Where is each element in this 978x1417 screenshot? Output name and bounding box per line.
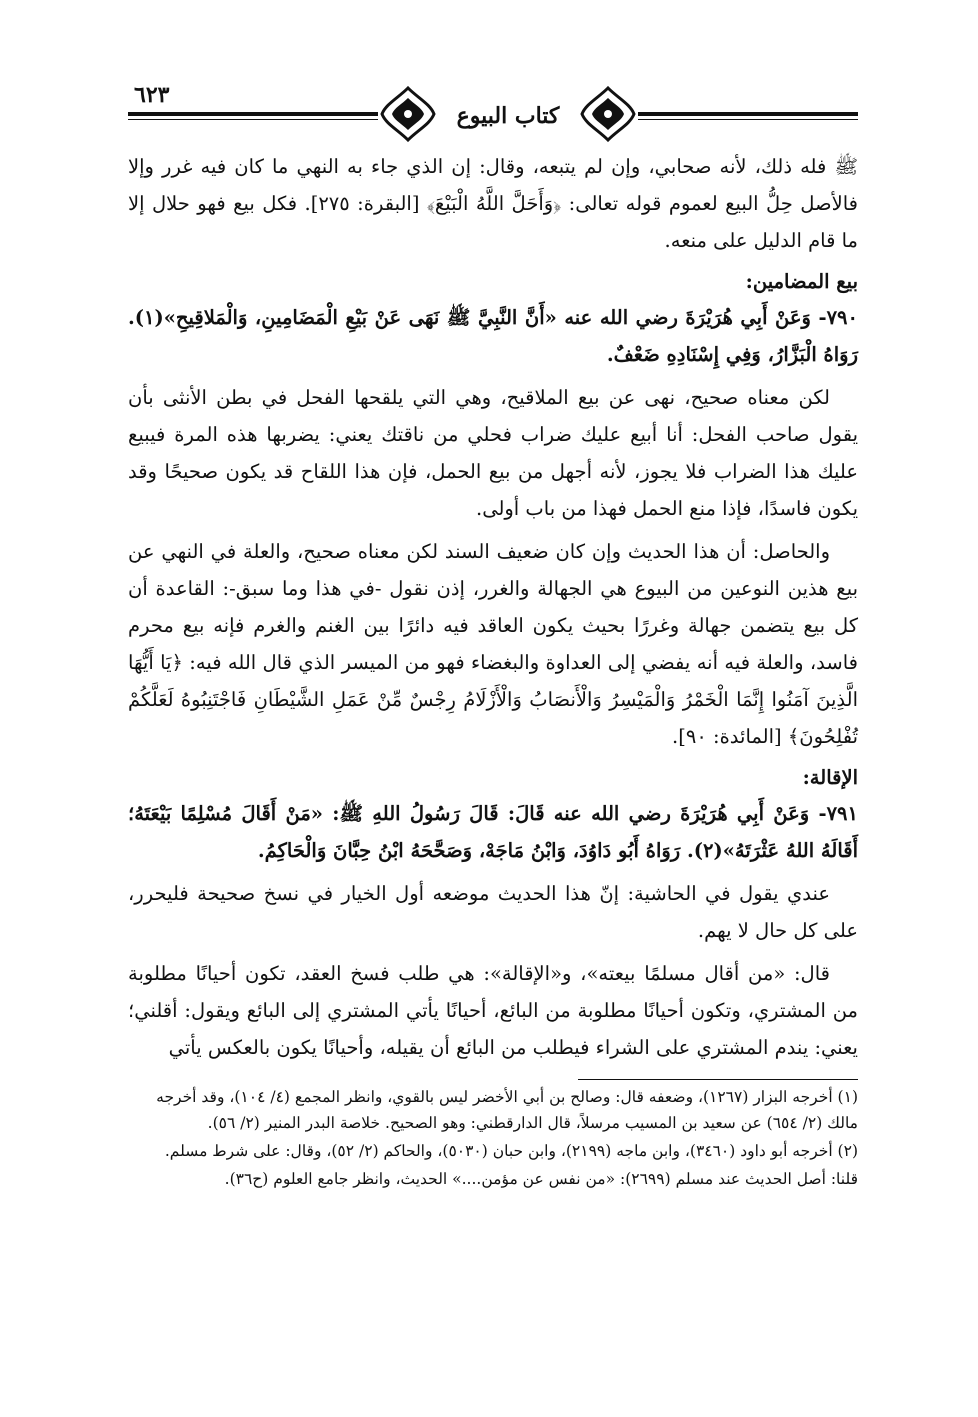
ornament-right-icon [578,84,638,144]
section-heading-iqala: الإقالة: [802,766,858,789]
footnote-1: (١) أخرجه البزار (١٢٦٧)، وضعفه قال: وصالح بن أبي الأخضر ليس بالقوي، وانظر المجمع (٤/ ١٠٤)، وقد أخرجه مالك (٢/ ٦٥٤) عن سعيد بن المسيب مرسلاً، قال الدارقطني: وهو الصحيح. خلاصة البدر المنير (٢/ ٥٦). [156,1088,858,1132]
hadith-791: ٧٩١- وَعَنْ أَبِي هُرَيْرَةَ رضي الله عنه قَالَ: قَالَ رَسُولُ اللهِ ﷺ: «مَنْ أَقَالَ مُسْلِمًا بَيْعَتَهُ؛ أَقَالَهُ اللهُ عَثْرَتَهُ»(٢). رَوَاهُ أَبُو دَاوُدَ، وَابْنُ مَاجَهْ، وَصَحَّحَهُ ابْنُ حِبَّانَ وَالْحَاكِمُ. [128,802,858,862]
paragraph: قال: «من أقال مسلمًا بيعته»، و«الإقالة»: هي طلب فسخ العقد، تكون أحيانًا مطلوبة من المشتري، وتكون أحيانًا مطلوبة من البائع، أحيانًا يأتي المشتري إلى البائع ويقول: أقلني؛ يعني: يندم المشتري على الشراء فيطلب من البائع أن يقيله، وأحيانًا يكون بالعكس يأتي [128,962,858,1059]
footnote-2: (٢) أخرجه أبو داود (٣٤٦٠)، وابن ماجه (٢١٩٩)، وابن حبان (٥٠٣٠)، والحاكم (٢/ ٥٢)، وقال: على شرط مسلم. [164,1142,858,1160]
section-heading-mudamin: بيع المضامين: [745,270,858,293]
paragraph: ﷺ فله ذلك، لأنه صحابي، وإن لم يتبعه، وقال: إن الذي جاء به النهي ما كان فيه غرر وإلا فالأصل حِلُّ البيع لعموم قوله تعالى: ﴿وَأَحَلَّ اللَّهُ الْبَيْعَ﴾ [البقرة: ٢٧٥]. فكل بيع فهو حلال إلا ما قام الدليل على منعه. [128,155,858,252]
footnotes [128,1084,858,1194]
main-text [128,148,858,1072]
page-header [128,82,858,146]
footnote-3: قلنا: أصل الحديث عند مسلم (٢٦٩٩): «من نفس عن مؤمن....» الحديث، وانظر جامع العلوم (ح٣٦). [224,1170,858,1188]
footnote-divider [578,1079,858,1080]
chapter-title: كتاب البيوع [438,96,578,136]
hadith-790: ٧٩٠- وَعَنْ أَبِي هُرَيْرَةَ رضي الله عنه «أَنَّ النَّبِيَّ ﷺ نَهَى عَنْ بَيْعِ الْمَضَامِينِ، وَالْمَلاقِيحِ»(١). رَوَاهُ الْبَزَّارُ، وَفِي إِسْنَادِهِ ضَعْفٌ. [128,306,858,366]
ornament-left-icon [378,84,438,144]
page-number: ٦٢٣ [128,82,175,108]
paragraph: والحاصل: أن هذا الحديث وإن كان ضعيف السند لكن معناه صحيح، والعلة في النهي عن بيع هذين النوعين من البيوع هي الجهالة والغرر، إذن نقول -في هذا وما سبق-: القاعدة أن كل بيع يتضمن جهالة وغررًا بحيث يكون العاقد فيه دائرًا بين الغنم والغرم فإنه بيع محرم فاسد، والعلة فيه أنه يفضي إلى العداوة والبغضاء فهو من الميسر الذي قال الله فيه: ﴿يَا أَيُّهَا الَّذِينَ آمَنُوا إِنَّمَا الْخَمْرُ وَالْمَيْسِرُ وَالْأَنصَابُ وَالْأَزْلَامُ رِجْسٌ مِّنْ عَمَلِ الشَّيْطَانِ فَاجْتَنِبُوهُ لَعَلَّكُمْ تُفْلِحُونَ﴾ [المائدة: ٩٠]. [128,540,858,748]
paragraph: عندي يقول في الحاشية: إنّ هذا الحديث موضعه أول الخيار في نسخ صحيحة فليحرر، على كل حال لا يهم. [128,882,858,942]
paragraph: لكن معناه صحيح، نهى عن بيع الملاقيح، وهي التي يلقحها الفحل في بطن الأنثى بأن يقول صاحب الفحل: أنا أبيع عليك ضراب فحلي من ناقتك يعني: يضربها هذه المرة فيبيع عليك هذا الضراب فلا يجوز، لأنه أجهل من بيع الحمل، فإن هذا اللقاح قد يكون صحيحًا وقد يكون فاسدًا، فإذا منع الحمل فهذا من باب أولى. [128,386,858,520]
